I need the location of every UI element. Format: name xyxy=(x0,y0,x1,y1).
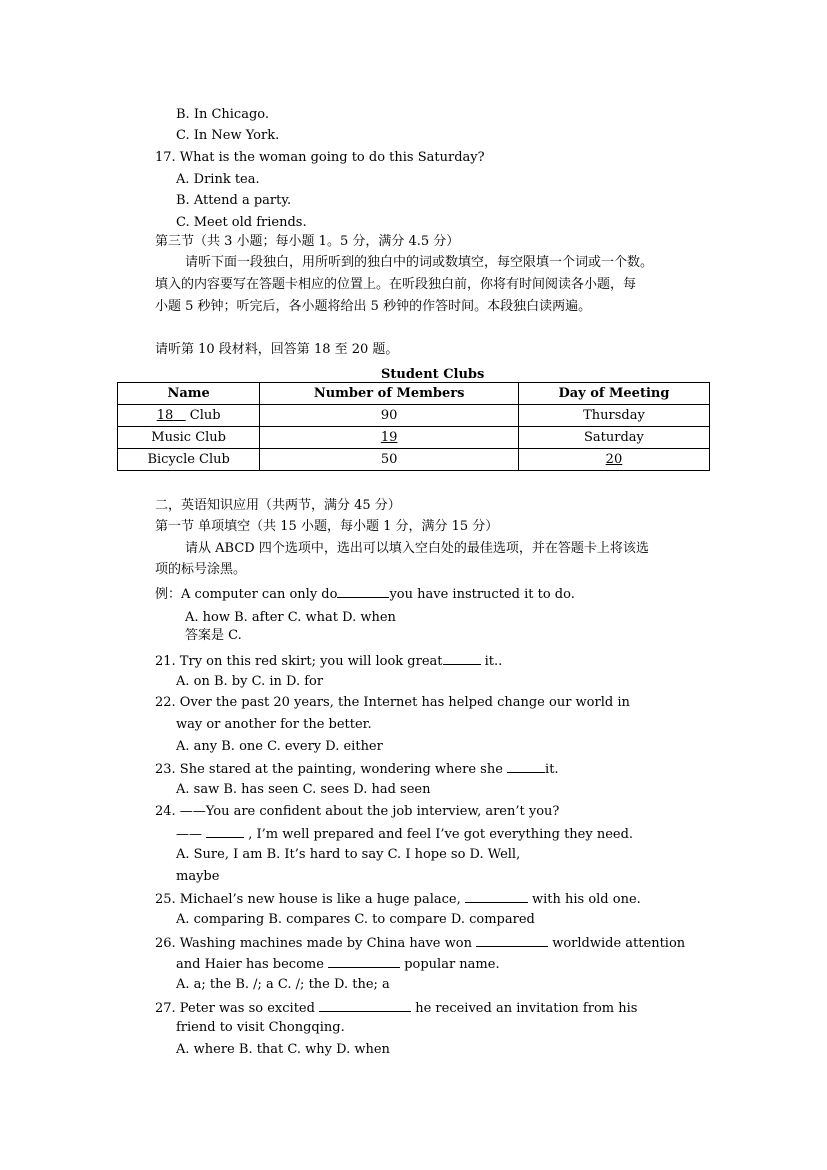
blank-19: 19 xyxy=(380,430,398,445)
table-row xyxy=(118,449,710,471)
q23-stem: 23. She stared at the painting, wondering where she it. xyxy=(155,759,559,778)
q16-option-c: C. In New York. xyxy=(176,128,280,143)
q21-options: A. on B. by C. in D. for xyxy=(176,674,324,689)
table-header-row xyxy=(118,383,710,405)
q17-option-b: B. Attend a party. xyxy=(176,193,292,208)
table-title: Student Clubs xyxy=(381,367,485,382)
q27-stem: 27. Peter was so excited he received an invitation from his xyxy=(155,998,637,1017)
table-header-members: Number of Members xyxy=(260,383,519,405)
q16-option-b: B. In Chicago. xyxy=(176,107,270,122)
table-header-day: Day of Meeting xyxy=(518,383,709,405)
q21-stem: 21. Try on this red skirt; you will look great it.. xyxy=(155,651,502,670)
table-cell-day: Saturday xyxy=(518,427,709,449)
q26-stem-cont: and Haier has become popular name. xyxy=(176,954,500,973)
table-cell-name xyxy=(118,405,260,427)
table-cell-name: Music Club xyxy=(118,427,260,449)
q23-options: A. saw B. has seen C. sees D. had seen xyxy=(176,782,431,797)
q26-options: A. a; the B. /; a C. /; the D. the; a xyxy=(176,977,390,992)
table-row xyxy=(118,427,710,449)
q26-stem: 26. Washing machines made by China have won worldwide attention xyxy=(155,933,685,952)
table-row xyxy=(118,405,710,427)
example-options: A. how B. after C. what D. when xyxy=(185,610,396,625)
q22-options: A. any B. one C. every D. either xyxy=(176,739,383,754)
section3-instruction-2: 填入的内容要写在答题卡相应的位置上。在听段独白前，你将有时间阅读各小题，每 xyxy=(155,277,637,292)
part2-section1-heading: 第一节 单项填空（共 15 小题，每小题 1 分，满分 15 分） xyxy=(155,519,499,534)
q24-options: A. Sure, I am B. It’s hard to say C. I hope so D. Well, xyxy=(176,847,521,862)
q27-stem-cont: friend to visit Chongqing. xyxy=(176,1020,345,1035)
q25-options: A. comparing B. compares C. to compare D. compared xyxy=(176,912,535,927)
section3-heading: 第三节（共 3 小题；每小题 1。5 分，满分 4.5 分） xyxy=(155,234,460,249)
table-cell-members xyxy=(260,427,519,449)
example-question: 例：A computer can only do you have instructed it to do. xyxy=(155,584,575,603)
part2-instruction-1: 请从 ABCD 四个选项中，选出可以填入空白处的最佳选项，并在答题卡上将该选 xyxy=(185,541,649,556)
q22-stem-cont: way or another for the better. xyxy=(176,717,372,732)
section3-instruction-3: 小题 5 秒钟；听完后，各小题将给出 5 秒钟的作答时间。本段独白读两遍。 xyxy=(155,299,592,314)
q24-stem: 24. ——You are confident about the job interview, aren’t you? xyxy=(155,804,560,819)
student-clubs-table xyxy=(117,382,710,471)
blank-20: 20 xyxy=(605,452,623,467)
table-cell-day: Thursday xyxy=(518,405,709,427)
q25-stem: 25. Michael’s new house is like a huge palace, with his old one. xyxy=(155,889,641,908)
table-cell-day xyxy=(518,449,709,471)
part2-heading: 二，英语知识应用（共两节，满分 45 分） xyxy=(155,498,401,513)
q24-stem-cont: —— , I’m well prepared and feel I’ve got everything they need. xyxy=(176,824,633,843)
table-cell-members: 90 xyxy=(260,405,519,427)
table-header-name: Name xyxy=(118,383,260,405)
q17-option-c: C. Meet old friends. xyxy=(176,215,307,230)
example-answer: 答案是 C. xyxy=(185,628,242,643)
table-cell-members: 50 xyxy=(260,449,519,471)
blank-18: 18 xyxy=(156,408,174,423)
section3-instruction-1: 请听下面一段独白，用所听到的独白中的词或数填空，每空限填一个词或一个数。 xyxy=(185,255,654,270)
table-cell-name: Bicycle Club xyxy=(118,449,260,471)
example-label: 例： xyxy=(155,587,182,602)
material-prompt: 请听第 10 段材料，回答第 18 至 20 题。 xyxy=(155,342,399,357)
q22-stem: 22. Over the past 20 years, the Internet has helped change our world in xyxy=(155,695,630,710)
q24-options-cont: maybe xyxy=(176,869,220,884)
q17-question: 17. What is the woman going to do this Saturday? xyxy=(155,150,485,165)
q17-option-a: A. Drink tea. xyxy=(176,172,260,187)
club-suffix: Club xyxy=(189,408,221,423)
part2-instruction-2: 项的标号涂黑。 xyxy=(155,562,247,577)
q27-options: A. where B. that C. why D. when xyxy=(176,1042,390,1057)
